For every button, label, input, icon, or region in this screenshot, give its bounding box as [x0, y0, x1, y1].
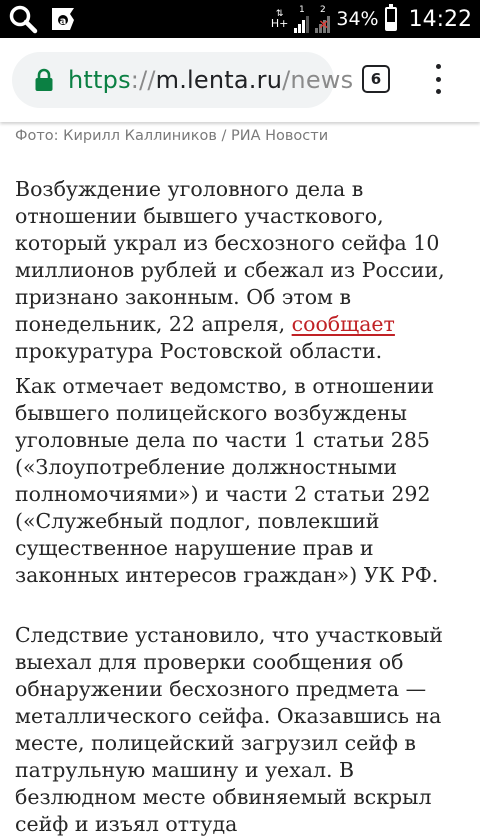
paragraph-1-tail: прокуратура Ростовской области. [15, 339, 383, 363]
photo-caption: Фото: Кирилл Каллиников / РИА Новости [15, 128, 329, 144]
lock-icon[interactable] [34, 68, 54, 92]
url-host: m.lenta.ru [155, 66, 283, 94]
menu-dot [436, 64, 441, 69]
url-separator: :// [130, 66, 156, 94]
status-bar [0, 0, 480, 38]
article-paragraph-3: Следствие установило, что участковый выехал для проверки сообщения об обнаружении бесхозного предмета — металлического сейфа. Оказавшись на месте, полицейский загрузил сейф в патрульную машину и уехал. В безлюдном месте обвиняемый вскрыл сейф и изъял оттуда [15, 623, 443, 836]
sim2-signal [315, 6, 330, 33]
browser-toolbar [0, 38, 480, 122]
sim1-signal [294, 6, 309, 33]
article-paragraph-1 [15, 176, 465, 365]
signal-icon [294, 15, 309, 33]
menu-dot [436, 89, 441, 94]
battery-percent: 34% [336, 8, 379, 30]
clock: 14:22 [408, 6, 472, 32]
page-content[interactable] [0, 122, 480, 836]
address-bar[interactable] [12, 52, 354, 108]
notification-icons [8, 4, 78, 34]
svg-text:a: a [59, 16, 67, 27]
network-type: ⇅ H+ [270, 9, 289, 30]
article-paragraph-2: Как отмечает ведомство, в отношении бывшего полицейского возбуждены уголовные дела по части 1 статьи 285 («Злоупотребление должностными полномочиями») и части 2 статьи 292 («Служебный подлог, повлекший существенное нарушение прав и законных интересов граждан») УК РФ. [15, 374, 439, 587]
url-path: /news [282, 66, 354, 94]
app-icon [48, 4, 78, 34]
source-link[interactable]: сообщает [291, 312, 395, 336]
menu-dot [436, 77, 441, 82]
tab-switcher-button[interactable] [362, 65, 390, 93]
tab-count: 6 [370, 70, 382, 88]
overflow-menu-button[interactable] [426, 64, 450, 94]
paragraph-1-text: Возбуждение уголовного дела в отношении бывшего участкового, который украл из бесхозного сейфа 10 миллионов рублей и сбежал из России, признано законным. Об этом в понедельник, 22 апреля, [15, 177, 445, 336]
url-text[interactable] [68, 66, 353, 94]
status-right [271, 0, 472, 38]
battery-icon [385, 7, 397, 31]
search-icon [8, 4, 38, 34]
no-signal-icon: ✕ [315, 15, 330, 33]
url-scheme: https [68, 66, 131, 94]
sim1-label: 1 [298, 4, 305, 15]
sim2-label: 2 [319, 4, 326, 15]
